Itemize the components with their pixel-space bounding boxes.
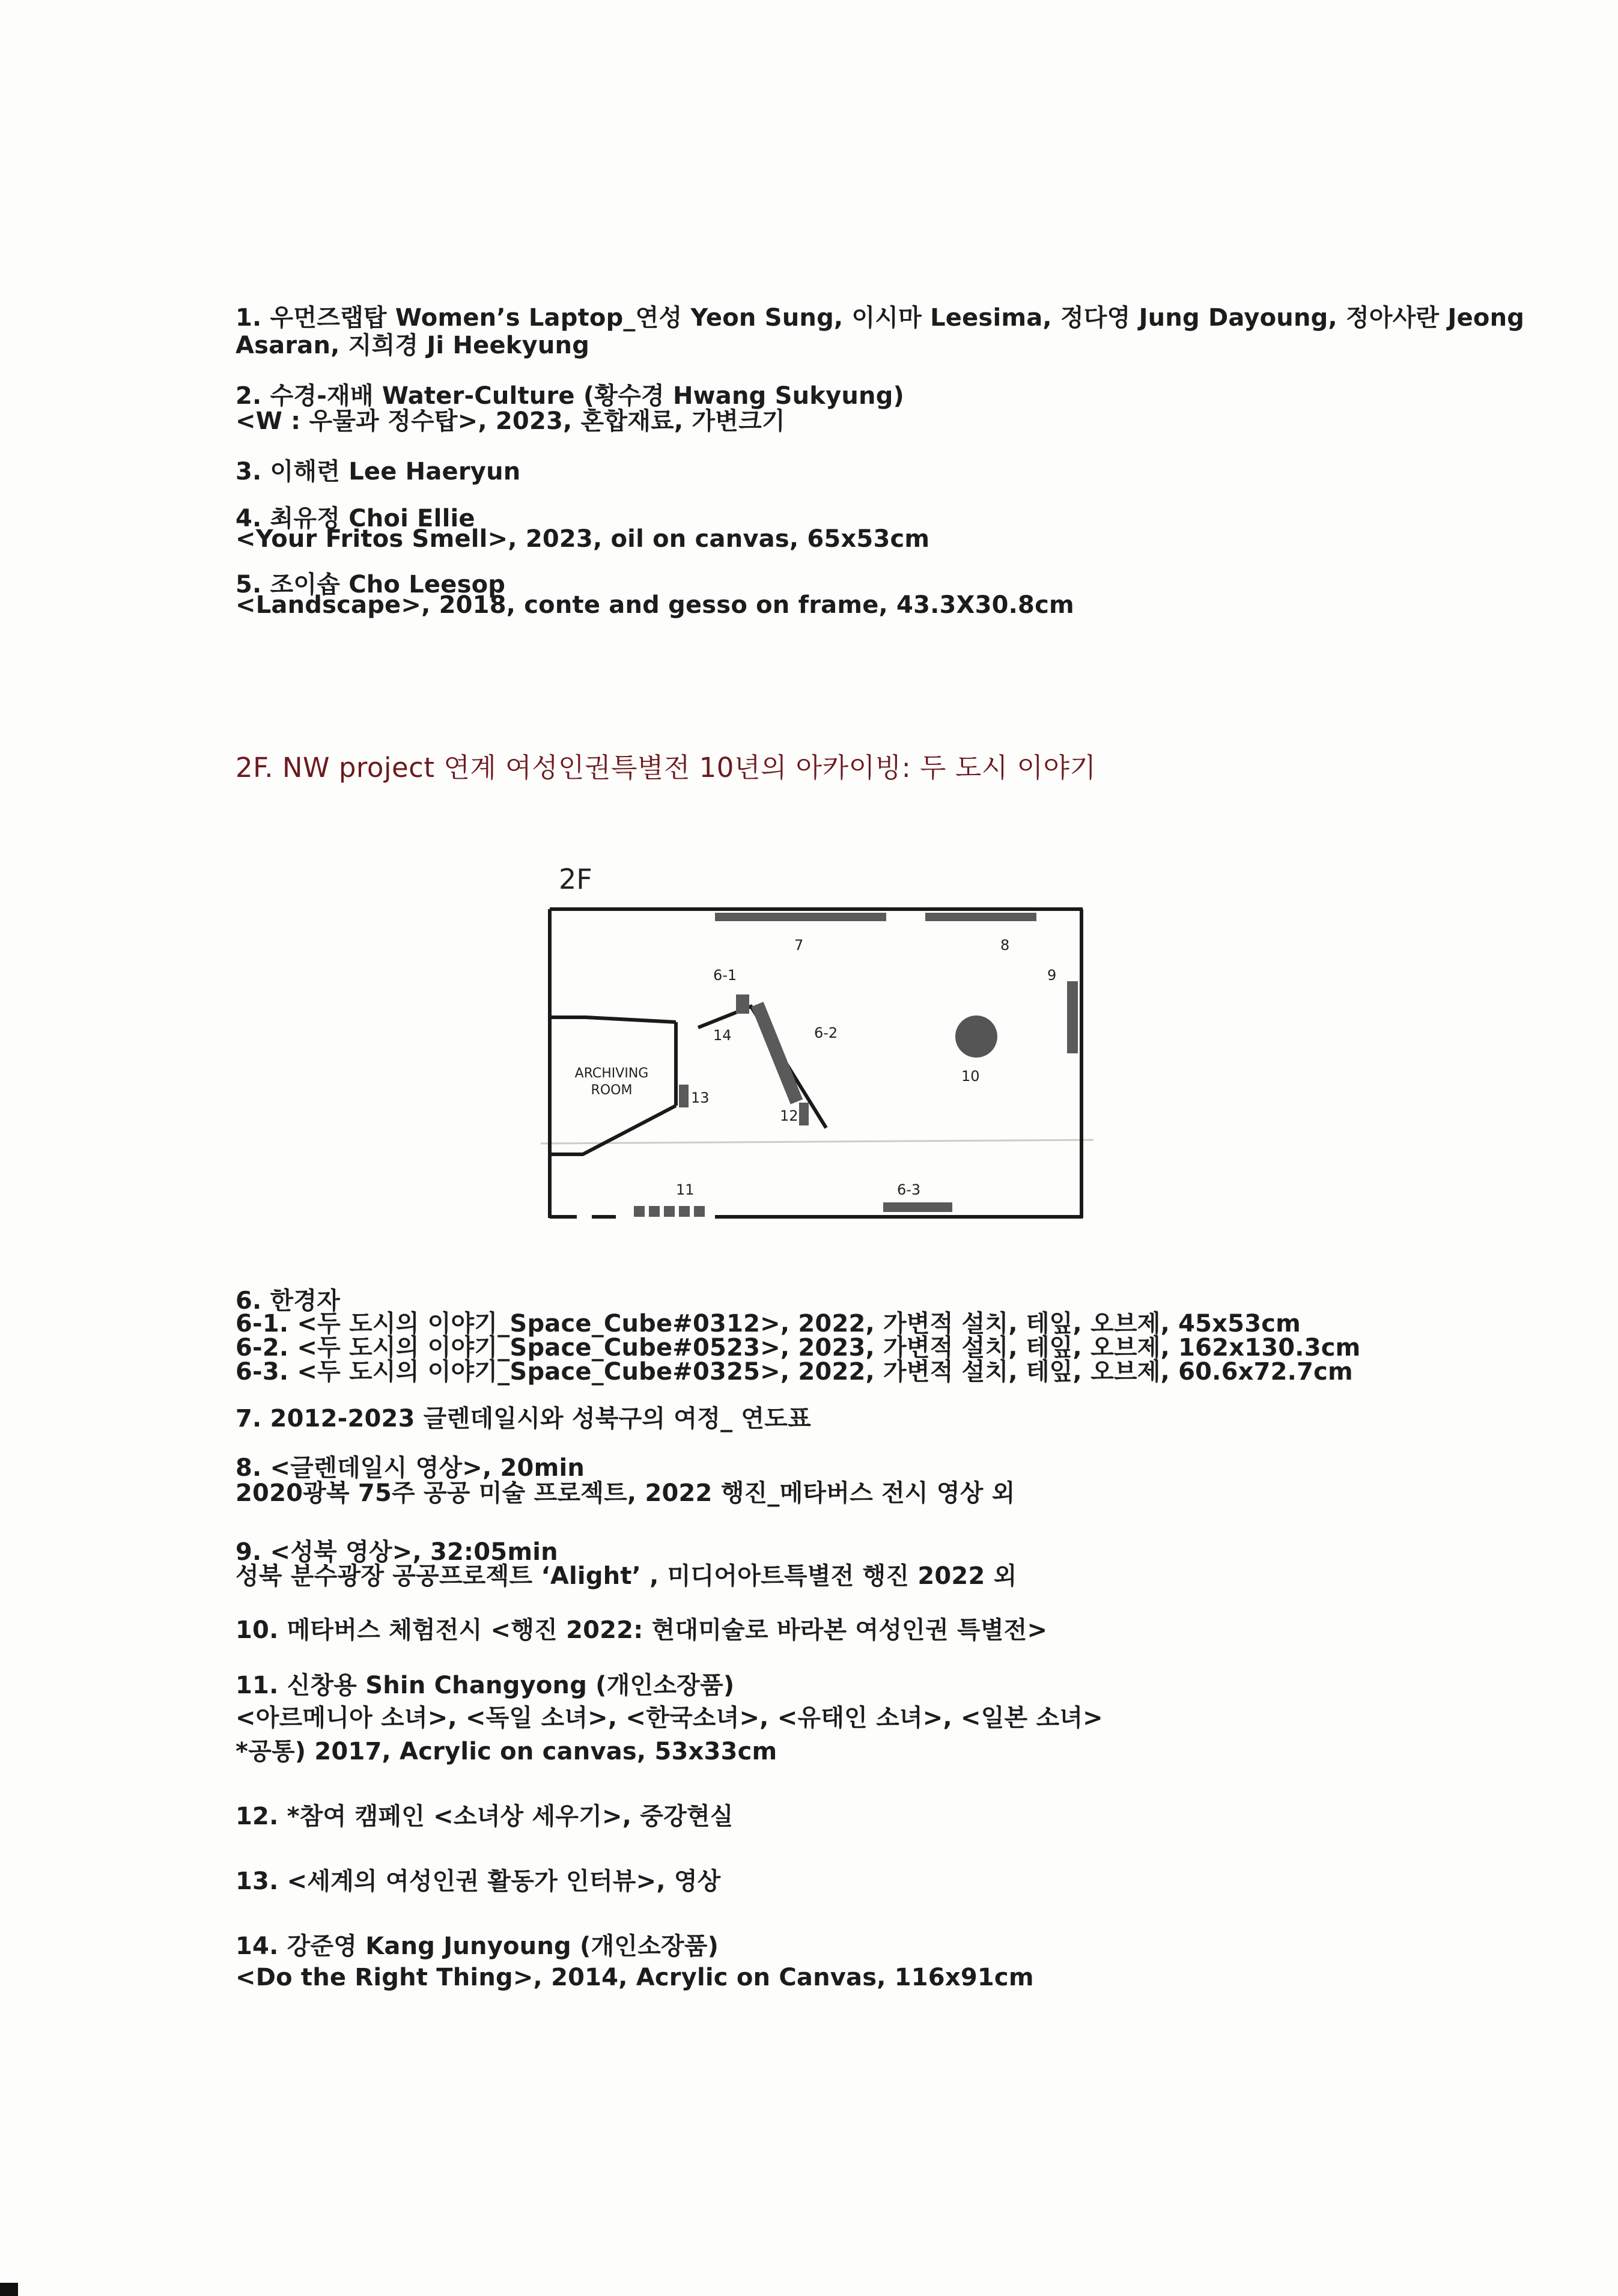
plan-number-6-1: 6-1 xyxy=(713,967,737,984)
floor-label: 2F xyxy=(559,863,592,895)
item-7: 7. 2012-2023 글렌데일시와 성북구의 여정_ 연도표 xyxy=(236,1405,811,1433)
item-6-1: 6-1. <두 도시의 이야기_Space_Cube#0312>, 2022, 가변적 설치, 테잎, 오브제, 45x53cm xyxy=(236,1310,1301,1338)
archiving-room-label-2: ROOM xyxy=(591,1083,633,1098)
plan-number-12: 12 xyxy=(780,1107,798,1124)
item-4-line-2: <Your Fritos Smell>, 2023, oil on canvas, 65x53cm xyxy=(236,525,930,553)
item-6-3: 6-3. <두 도시의 이야기_Space_Cube#0325>, 2022, 가변적 설치, 테잎, 오브제, 60.6x72.7cm xyxy=(236,1358,1353,1386)
item-9-line-2: 성북 분수광장 공공프로젝트 ‘Alight’ , 미디어아트특별전 행진 2022 외 xyxy=(236,1562,1017,1590)
item-12: 12. *참여 캠페인 <소녀상 세우기>, 중강현실 xyxy=(236,1803,734,1830)
item-6: 6. 한경자 xyxy=(236,1287,341,1315)
item-8-line-1: 8. <글렌데일시 영상>, 20min xyxy=(236,1454,585,1482)
artwork-9 xyxy=(1067,981,1078,1053)
item-11-line-3: *공통) 2017, Acrylic on canvas, 53x33cm xyxy=(236,1738,777,1765)
plan-number-8: 8 xyxy=(1000,937,1010,954)
scan-corner-mark xyxy=(0,2283,18,2296)
artwork-11 xyxy=(634,1206,705,1217)
artwork-6-3 xyxy=(883,1202,952,1212)
item-5-line-2: <Landscape>, 2018, conte and gesso on frame, 43.3X30.8cm xyxy=(236,591,1074,619)
artwork-6-2 xyxy=(751,1002,803,1104)
artwork-12 xyxy=(799,1103,809,1125)
artwork-7 xyxy=(715,913,886,921)
plan-number-13: 13 xyxy=(691,1089,710,1106)
plan-number-10: 10 xyxy=(961,1068,980,1085)
archiving-room-label-1: ARCHIVING xyxy=(574,1066,649,1081)
item-1-line-1: 1. 우먼즈랩탑 Women’s Laptop_연성 Yeon Sung, 이시마 Leesima, 정다영 Jung Dayoung, 정아사란 Jeong xyxy=(236,304,1525,332)
artwork-6-1 xyxy=(736,994,749,1014)
item-8-line-2: 2020광복 75주 공공 미술 프로젝트, 2022 행진_메타버스 전시 영상 외 xyxy=(236,1479,1015,1507)
archiving-room-top-wall xyxy=(550,1017,676,1022)
item-6-2: 6-2. <두 도시의 이야기_Space_Cube#0523>, 2023, 가변적 설치, 테잎, 오브제, 162x130.3cm xyxy=(236,1334,1361,1362)
item-3: 3. 이해련 Lee Haeryun xyxy=(236,458,521,486)
artwork-10 xyxy=(955,1016,997,1058)
section-title: 2F. NW project 연계 여성인권특별전 10년의 아카이빙: 두 도시 이야기 xyxy=(236,752,1096,784)
item-11-line-1: 11. 신창용 Shin Changyong (개인소장품) xyxy=(236,1672,735,1699)
archiving-room-diagonal-wall xyxy=(550,1106,676,1154)
floor-plan xyxy=(541,904,1093,1235)
item-13: 13. <세계의 여성인권 활동가 인터뷰>, 영상 xyxy=(236,1868,721,1895)
item-14-line-2: <Do the Right Thing>, 2014, Acrylic on Canvas, 116x91cm xyxy=(236,1964,1034,1991)
item-5-line-1: 5. 조이솝 Cho Leesop xyxy=(236,571,506,598)
plan-number-6-3: 6-3 xyxy=(897,1181,921,1198)
item-14-line-1: 14. 강준영 Kang Junyoung (개인소장품) xyxy=(236,1932,719,1960)
plan-number-9: 9 xyxy=(1047,967,1057,984)
plan-number-6-2: 6-2 xyxy=(814,1025,838,1041)
item-2-line-1: 2. 수경-재배 Water-Culture (황수경 Hwang Sukyung) xyxy=(236,382,905,410)
item-9-line-1: 9. <성북 영상>, 32:05min xyxy=(236,1538,558,1566)
item-2-line-2: <W : 우물과 정수탑>, 2023, 혼합재료, 가변크기 xyxy=(236,407,785,435)
plan-number-7: 7 xyxy=(794,937,804,954)
fold-line xyxy=(541,1140,1093,1143)
plan-number-11: 11 xyxy=(676,1181,695,1198)
item-1-line-2: Asaran, 지희경 Ji Heekyung xyxy=(236,332,590,359)
item-10: 10. 메타버스 체험전시 <행진 2022: 현대미술로 바라본 여성인권 특별전> xyxy=(236,1616,1048,1644)
artwork-8 xyxy=(925,913,1036,921)
artwork-13 xyxy=(679,1085,689,1107)
plan-number-14: 14 xyxy=(713,1027,732,1044)
item-11-line-2: <아르메니아 소녀>, <독일 소녀>, <한국소녀>, <유태인 소녀>, <일본 소녀> xyxy=(236,1704,1103,1732)
item-4-line-1: 4. 최유정 Choi Ellie xyxy=(236,505,475,532)
